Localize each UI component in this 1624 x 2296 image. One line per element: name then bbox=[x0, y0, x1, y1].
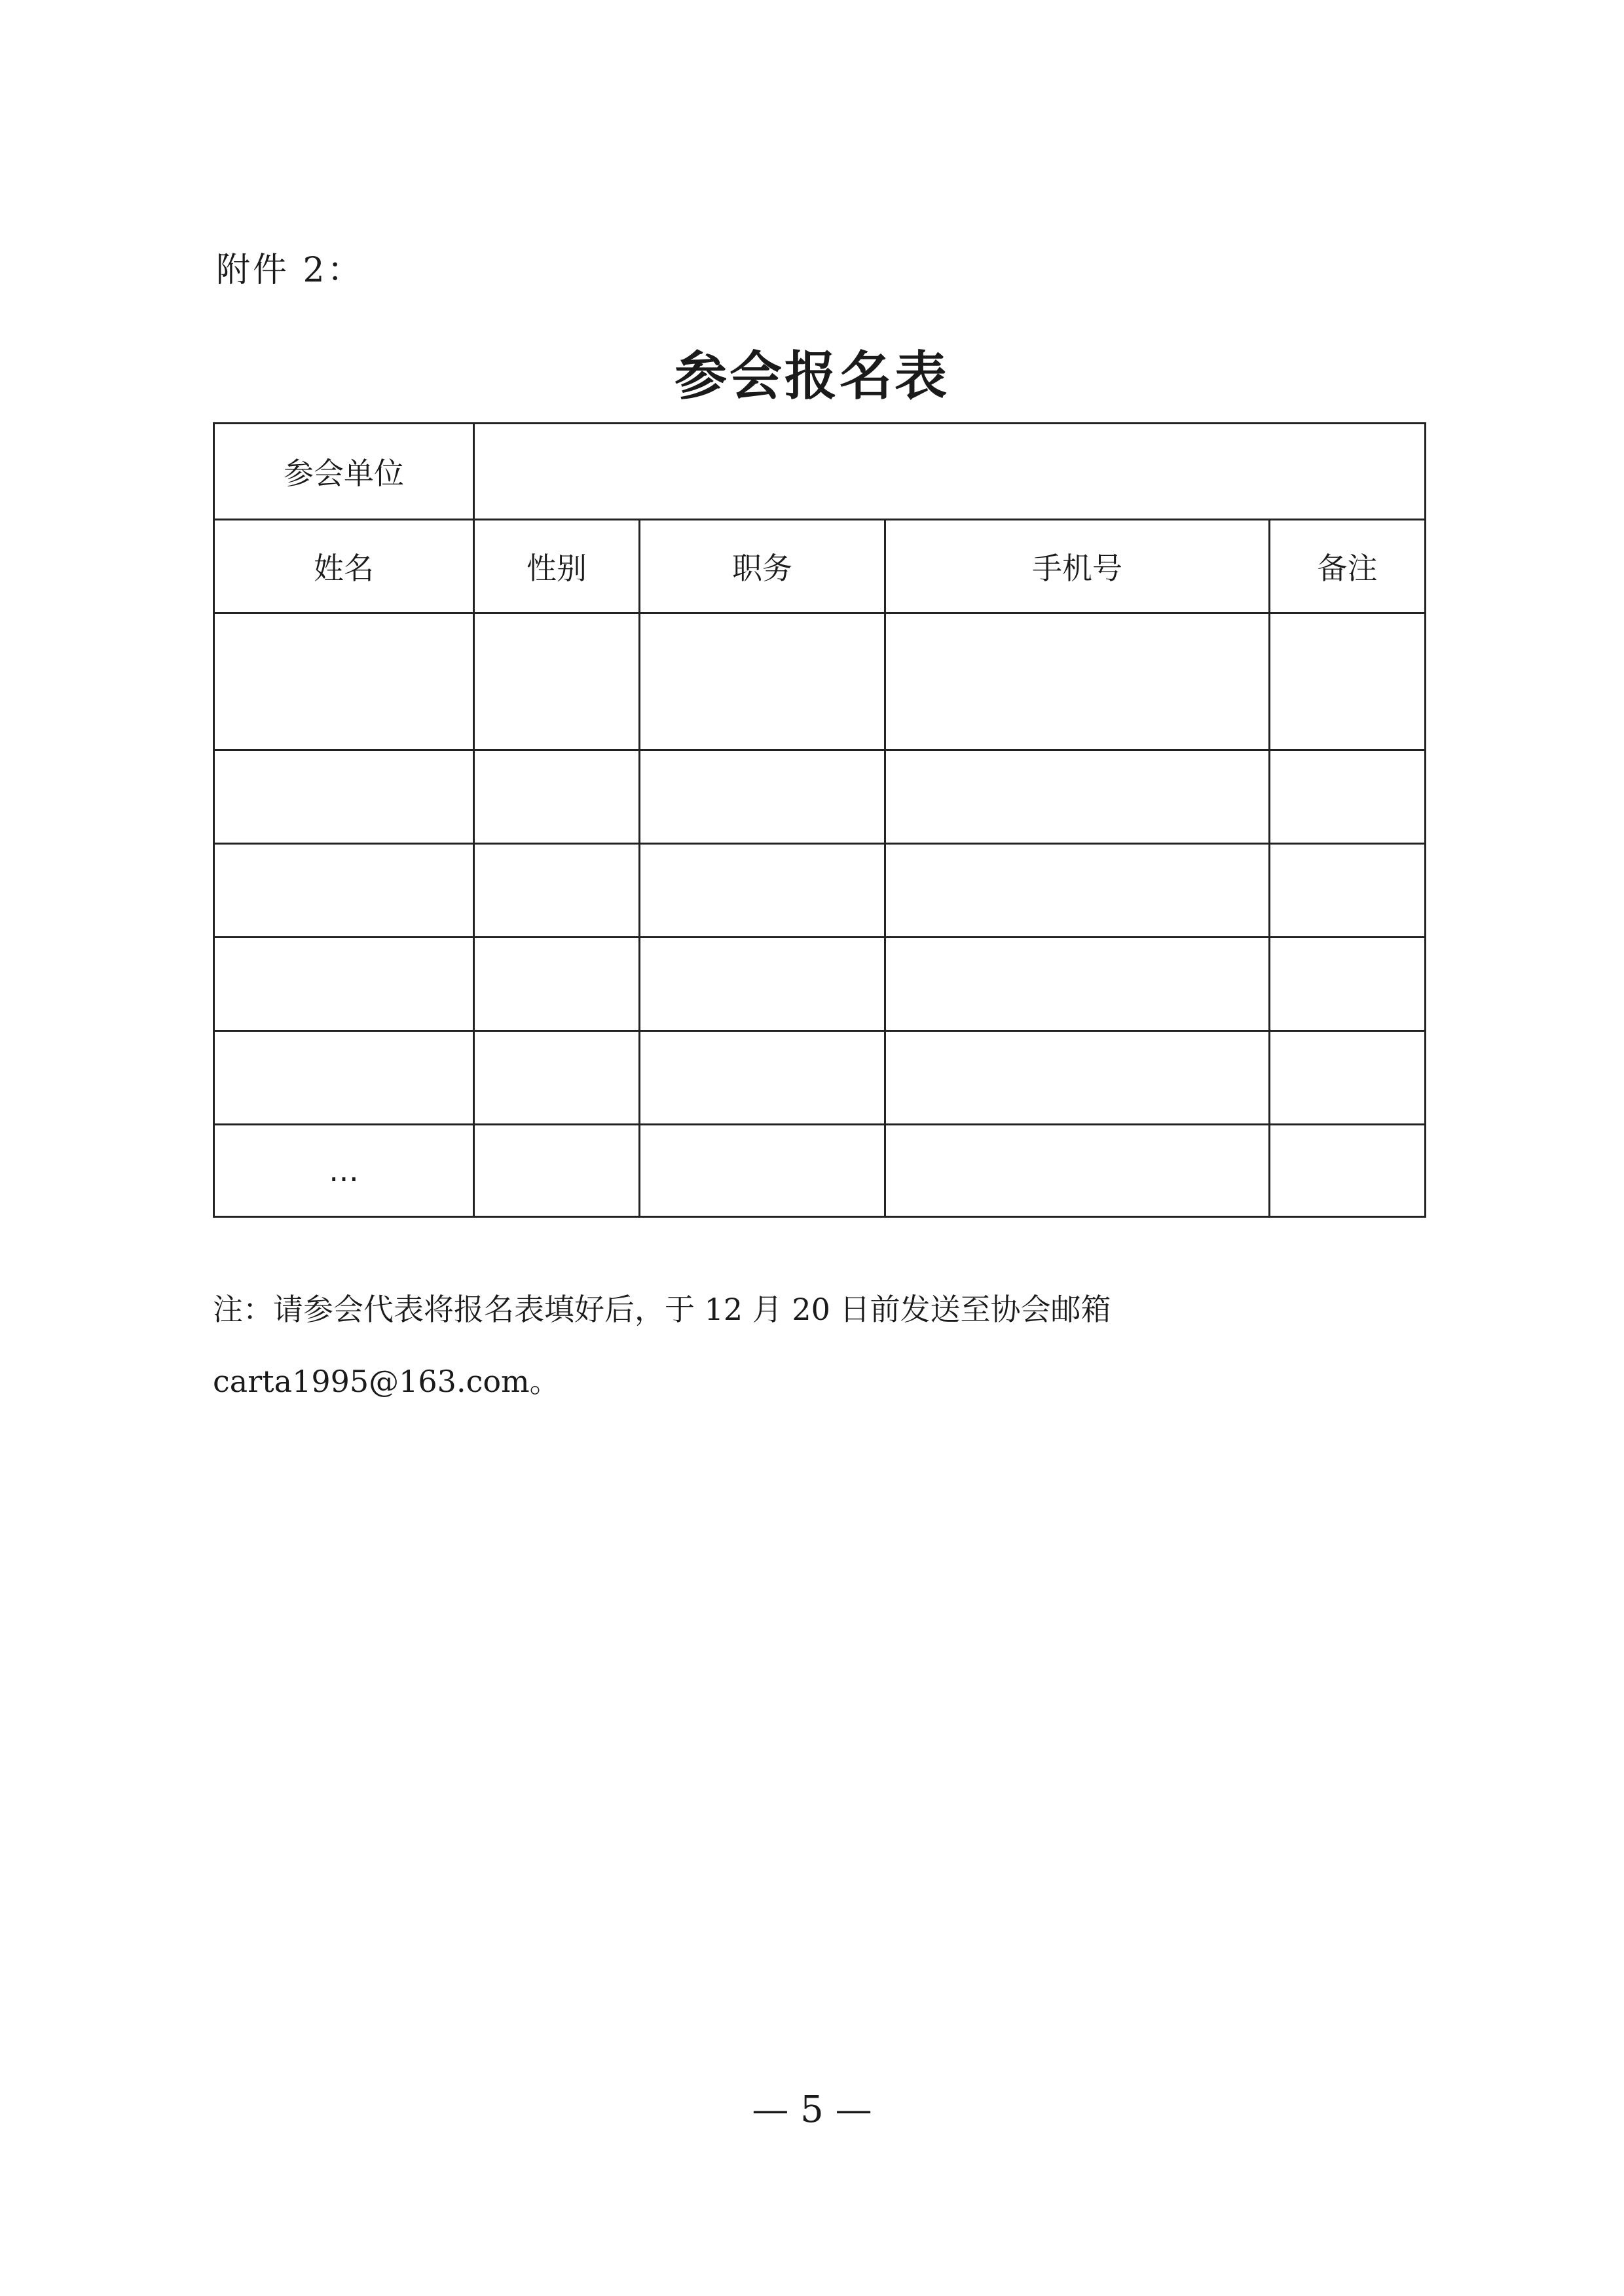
remarks-cell[interactable] bbox=[1270, 750, 1426, 844]
table-row bbox=[214, 1031, 1426, 1125]
note-line-1: 注：请参会代表将报名表填好后，于 12 月 20 日前发送至协会邮箱 bbox=[213, 1292, 1111, 1327]
position-cell[interactable] bbox=[640, 750, 885, 844]
header-remarks: 备注 bbox=[1270, 520, 1426, 613]
remarks-cell[interactable] bbox=[1270, 1125, 1426, 1217]
remarks-cell[interactable] bbox=[1270, 844, 1426, 938]
phone-cell[interactable] bbox=[885, 613, 1270, 750]
form-title: 参会报名表 bbox=[674, 346, 950, 407]
phone-cell[interactable] bbox=[885, 1031, 1270, 1125]
header-phone: 手机号 bbox=[885, 520, 1270, 613]
note bbox=[213, 1273, 1424, 1417]
gender-cell[interactable] bbox=[474, 1125, 640, 1217]
note-line-2: carta1995@163.com。 bbox=[213, 1364, 560, 1399]
header-name: 姓名 bbox=[214, 520, 474, 613]
unit-label-cell: 参会单位 bbox=[214, 424, 474, 520]
position-cell[interactable] bbox=[640, 938, 885, 1031]
name-cell[interactable] bbox=[214, 938, 474, 1031]
header-row bbox=[214, 520, 1426, 613]
gender-cell[interactable] bbox=[474, 844, 640, 938]
remarks-cell[interactable] bbox=[1270, 938, 1426, 1031]
position-cell[interactable] bbox=[640, 1031, 885, 1125]
table-row bbox=[214, 613, 1426, 750]
position-cell[interactable] bbox=[640, 1125, 885, 1217]
header-position: 职务 bbox=[640, 520, 885, 613]
unit-row bbox=[214, 424, 1426, 520]
phone-cell[interactable] bbox=[885, 844, 1270, 938]
phone-cell[interactable] bbox=[885, 938, 1270, 1031]
unit-value-cell[interactable] bbox=[474, 424, 1426, 520]
table-row bbox=[214, 750, 1426, 844]
header-gender: 性别 bbox=[474, 520, 640, 613]
attachment-label: 附件 2： bbox=[216, 251, 364, 290]
registration-table bbox=[213, 422, 1426, 1218]
gender-cell[interactable] bbox=[474, 938, 640, 1031]
name-cell[interactable] bbox=[214, 1031, 474, 1125]
position-cell[interactable] bbox=[640, 613, 885, 750]
ellipsis-cell: … bbox=[214, 1125, 474, 1217]
phone-cell[interactable] bbox=[885, 750, 1270, 844]
gender-cell[interactable] bbox=[474, 613, 640, 750]
gender-cell[interactable] bbox=[474, 750, 640, 844]
table-row bbox=[214, 938, 1426, 1031]
gender-cell[interactable] bbox=[474, 1031, 640, 1125]
name-cell[interactable] bbox=[214, 844, 474, 938]
remarks-cell[interactable] bbox=[1270, 613, 1426, 750]
phone-cell[interactable] bbox=[885, 1125, 1270, 1217]
position-cell[interactable] bbox=[640, 844, 885, 938]
remarks-cell[interactable] bbox=[1270, 1031, 1426, 1125]
name-cell[interactable] bbox=[214, 613, 474, 750]
table-row bbox=[214, 844, 1426, 938]
page-number: — 5 — bbox=[752, 2088, 872, 2131]
name-cell[interactable] bbox=[214, 750, 474, 844]
table-row bbox=[214, 1125, 1426, 1217]
